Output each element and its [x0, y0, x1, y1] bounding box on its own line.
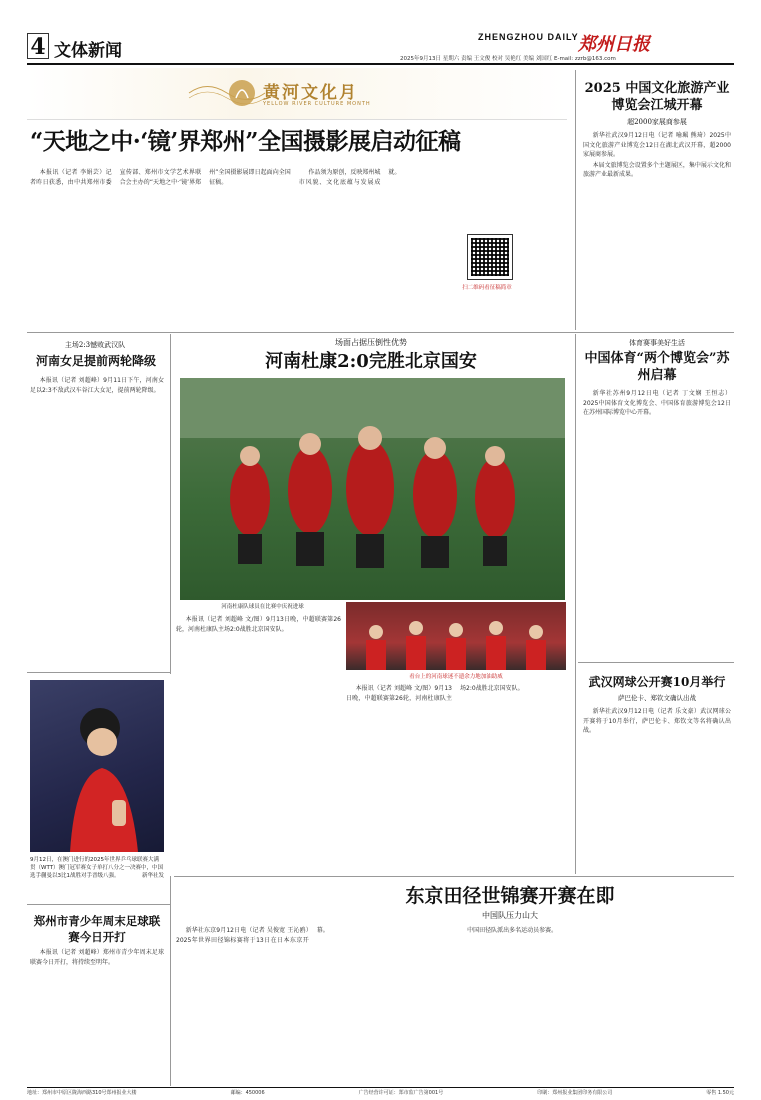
expo-paragraph: 本届文旅博览会设置多个主题展区，集中展示文化和旅游产业最新成果。: [583, 161, 731, 178]
footer-address: 地址：郑州市中原区陇海西路310号郑州报业大楼: [27, 1090, 137, 1096]
henan-paragraph: 本报讯（记者 刘超峰）9月11日下午，河南女足以2:3不敌武汉车谷江大女足，提前两轮降级。: [30, 377, 164, 394]
youth-body: [30, 948, 164, 1084]
tennis-headline: 武汉网球公开赛10月举行: [588, 675, 726, 689]
qr-code: [468, 235, 512, 279]
fans-cheering-image: [346, 602, 566, 670]
main-story-paragraph: 作品须为原创，反映郑州城市风貌、文化底蕴与发展成就。: [298, 169, 401, 186]
banner-subtitle: YELLOW RIVER CULTURE MONTH: [263, 101, 371, 107]
tennis-body: [583, 707, 731, 873]
paper-name-cn: 郑州日报: [578, 34, 650, 55]
tennis-paragraph: 新华社武汉9月12日电（记者 乐文豪）武汉网球公开赛将于10月举行，萨巴伦卡、郑钦文等名将确认出战。: [583, 708, 731, 734]
expo-headline: 2025 中国文化旅游产业博览会江城开幕: [584, 81, 730, 113]
header-rule: [27, 63, 734, 65]
banner-emblem-icon: [227, 76, 257, 110]
diving-subhead: 中国队压力山大: [482, 911, 538, 920]
paper-name-en: ZHENGZHOU DAILY: [478, 32, 579, 42]
football-body-right: [346, 684, 566, 870]
date-line: 2025年9月13日 星期六 责编 王文俊 校对 吴艳红 美编 刘国红 E-mail: zzrb@163.com: [400, 56, 616, 62]
footer-price: 零售 1.50元: [706, 1090, 734, 1096]
qr-caption: 扫二维码看征稿简章: [462, 285, 512, 291]
youth-headline: 郑州市青少年周末足球联赛今日开打: [33, 914, 161, 944]
section-title: 文体新闻: [54, 41, 122, 61]
henan-body: [30, 376, 164, 658]
banner-title: 黄河文化月: [263, 83, 358, 103]
footer-postcode: 邮编：450006: [230, 1090, 265, 1096]
diving-paragraph: 中国田径队派出多名运动员参赛。: [467, 927, 558, 934]
footer-hotline: 广告经营许可证：郑市监广告第001号: [358, 1090, 444, 1096]
football-photo: [180, 378, 565, 600]
expo2-headline: 中国体育“两个博览会”苏州启幕: [584, 351, 730, 383]
pingpong-credit: 新华社发: [141, 873, 164, 879]
football-photo-caption: 河南杜康队球员在比赛中庆祝进球: [221, 604, 304, 610]
table-tennis-player-image: [30, 680, 164, 852]
banner: [27, 68, 567, 120]
diving-paragraph: 新华社东京9月12日电（记者 吴俊宽 王沁鸥）2025年世界田径锦标赛将于13日在日本东京开幕。: [176, 927, 329, 944]
pingpong-photo: [30, 680, 164, 852]
diving-body: [176, 926, 731, 1084]
expo2-body: [583, 389, 731, 657]
pingpong-caption: [30, 856, 164, 880]
main-headline: “天地之中·‘镜’界郑州”全国摄影展启动征稿: [30, 128, 461, 155]
page-number-box: [27, 33, 49, 59]
tennis-subhead: 萨巴伦卡、郑钦文确认出战: [618, 694, 696, 702]
football-paragraph: 本报讯（记者 刘超峰 文/图）9月13日晚，中超联赛第26轮，河南杜康队主场2:0战胜北京国安队。: [346, 685, 524, 702]
henan-kicker: 主场2:3憾败武汉队: [64, 341, 126, 349]
football-headline: 河南杜康2:0完胜北京国安: [265, 351, 477, 372]
main-story-body: [30, 168, 470, 328]
expo2-paragraph: 新华社苏州9月12日电（记者 丁文娴 王恒志）2025中国体育文化博览会、中国体育旅游博览会12日在苏州国际博览中心开幕。: [583, 390, 731, 416]
expo-subhead: 超2000家展商参展: [627, 118, 687, 126]
football-body: [176, 615, 341, 870]
fans-photo-caption: 看台上的河南球迷不遗余力地加油助威: [409, 674, 503, 680]
fans-photo: [346, 602, 566, 670]
footer-printer: 印刷：郑州报业集团印务有限公司: [537, 1090, 613, 1096]
page-number: 4: [30, 34, 46, 60]
henan-headline: 河南女足提前两轮降级: [35, 354, 156, 368]
expo2-kicker: 体育赛事美好生活: [629, 339, 685, 347]
youth-paragraph: 本报讯（记者 刘超峰）郑州市青少年周末足球联赛今日开打，将持续至明年。: [30, 949, 164, 966]
celebrating-players-image: [180, 378, 565, 600]
football-paragraph: 本报讯（记者 刘超峰 文/图）9月13日晚，中超联赛第26轮，河南杜康队主场2:0战胜北京国安队。: [176, 616, 341, 633]
football-kicker: 场面占据压倒性优势: [335, 338, 407, 347]
pingpong-caption-text: 9月12日，在澳门进行的2025年世界乒乓球联赛大满贯（WTT）澳门冠军赛女子单打八分之一决赛中，中国选手蒯曼以3比1战胜对手晋级八强。: [30, 857, 164, 879]
expo-paragraph: 新华社武汉9月12日电（记者 喻珮 熊琦）2025中国文化旅游产业博览会12日在湖北武汉开幕，超2000家展商参展。: [583, 132, 731, 158]
main-story-paragraph: 本报讯（记者 李娟芸）记者昨日获悉，由中共郑州市委宣传部、郑州市文学艺术界联合会主办的“天地之中·‘镜’界郑州”全国摄影展即日起面向全国征稿。: [30, 169, 291, 186]
expo-body: [583, 131, 731, 327]
footer: [27, 1090, 734, 1097]
diving-headline: 东京田径世锦赛开赛在即: [405, 885, 615, 907]
